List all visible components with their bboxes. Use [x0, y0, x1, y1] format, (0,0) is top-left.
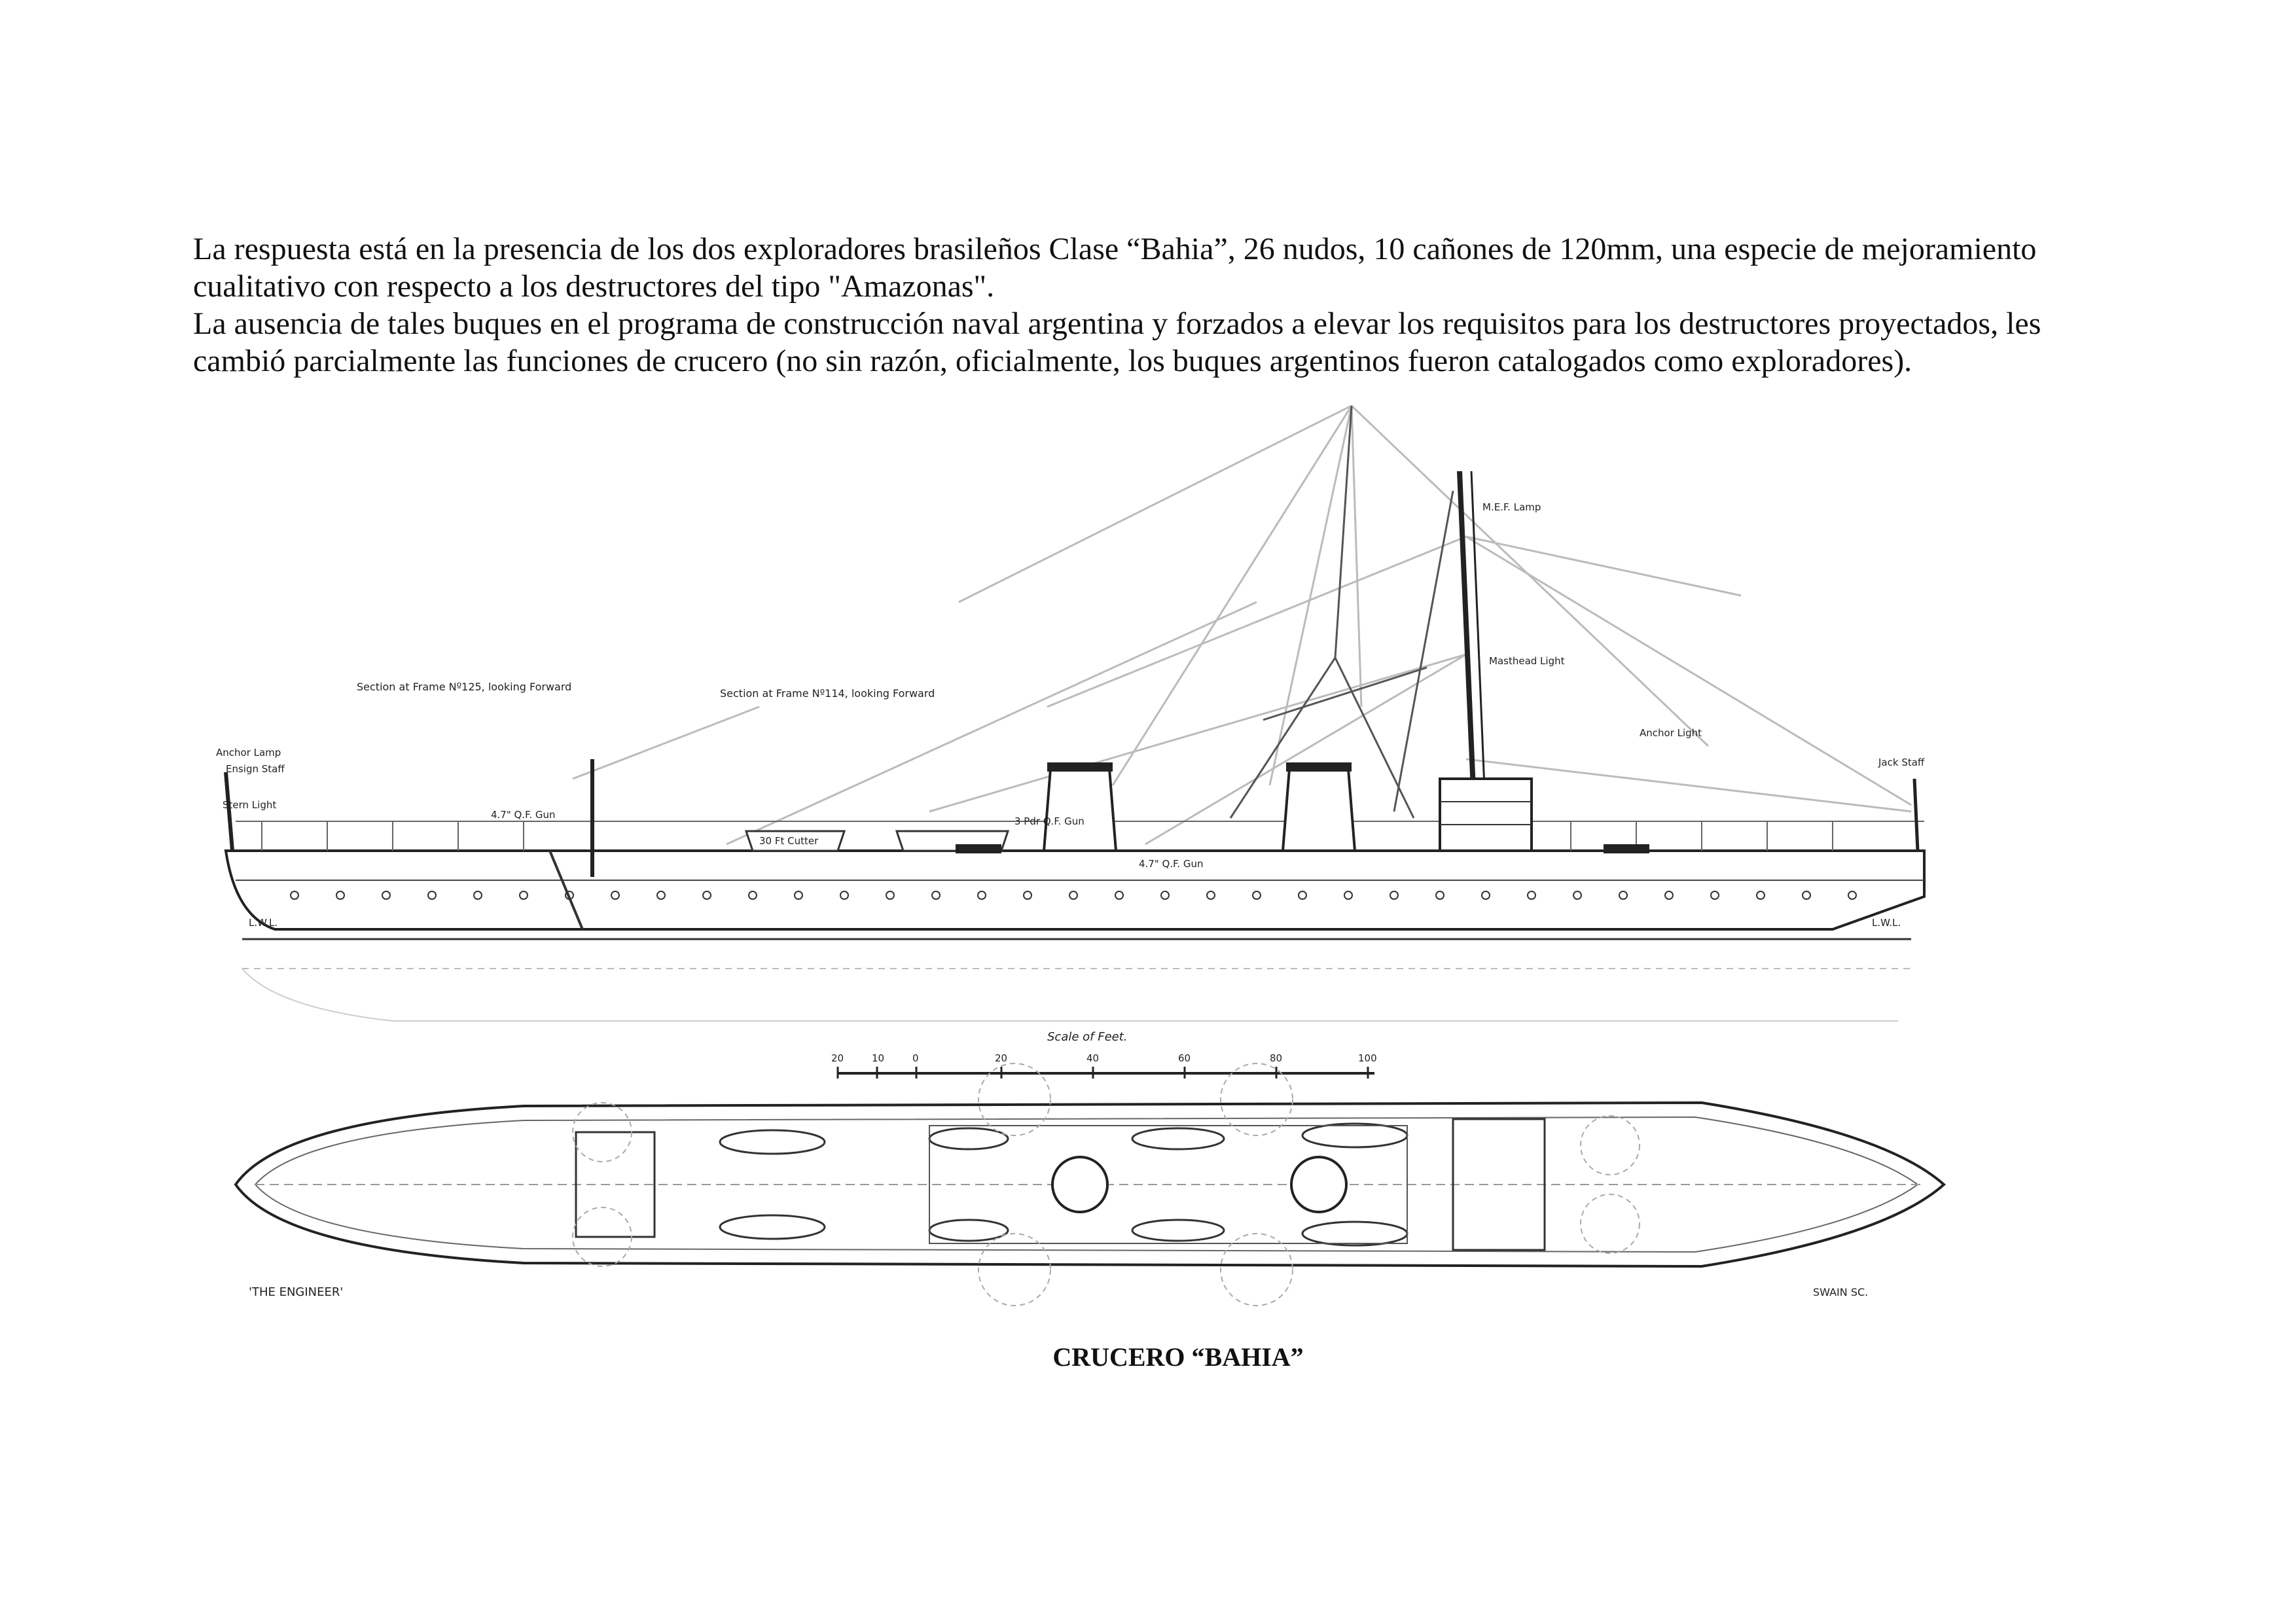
anchor-light-label: Anchor Light — [1640, 727, 1702, 739]
credit-right: SWAIN SC. — [1813, 1286, 1869, 1298]
scale-tick-4: 40 — [1086, 1052, 1100, 1064]
figure-caption: CRUCERO “BAHIA” — [1052, 1342, 1304, 1372]
plan-view — [236, 1063, 1944, 1306]
lwl-label-fore: L.W.L. — [1872, 917, 1901, 929]
lwl-label-aft: L.W.L. — [249, 917, 278, 929]
mef-lamp-label: M.E.F. Lamp — [1482, 501, 1541, 513]
section-label-1: Section at Frame Nº125, looking Forward — [357, 681, 572, 693]
cutter-label: 30 Ft Cutter — [759, 835, 819, 847]
scale-tick-0: 20 — [831, 1052, 844, 1064]
ensign-staff-label: Ensign Staff — [226, 763, 285, 775]
funnel-fore — [1283, 769, 1355, 851]
main-rigging — [1230, 406, 1453, 818]
scale-of-feet — [831, 1030, 1377, 1079]
paragraph-2: La ausencia de tales buques en el programa de construcción naval argentina y forzados a elevar los requisitos para los destructores proyectados, les cambió parcialmente las funciones de crucero (no sin razón, oficialmente, los buques argentinos fueron catalogados como exploradores). — [193, 306, 2041, 378]
scale-tick-7: 100 — [1358, 1052, 1377, 1064]
scale-tick-2: 0 — [912, 1052, 919, 1064]
paragraph-1: La respuesta está en la presencia de los dos exploradores brasileños Clase “Bahia”, 26 nudos, 10 cañones de 120mm, una especie de mejoramiento cualitativo con respecto a los destructores del tipo "Amazonas". — [193, 232, 2037, 304]
funnel-aft — [1044, 769, 1116, 851]
jack-staff-label: Jack Staff — [1878, 757, 1925, 768]
gun-label-mid: 4.7" Q.F. Gun — [1139, 858, 1204, 870]
masthead-light-label: Masthead Light — [1489, 655, 1565, 667]
scale-tick-3: 20 — [995, 1052, 1008, 1064]
gun-label-aft: 4.7" Q.F. Gun — [491, 809, 556, 821]
gun-label-3pr: 3 Pdr Q.F. Gun — [1014, 815, 1085, 827]
anchor-lamp-label: Anchor Lamp — [216, 747, 281, 758]
body-text — [193, 230, 2130, 380]
stern-light-label: Stern Light — [223, 799, 277, 811]
ship-plan-drawing — [196, 393, 1950, 1342]
scale-tick-6: 80 — [1270, 1052, 1283, 1064]
credit-left: 'THE ENGINEER' — [249, 1285, 344, 1299]
section-label-2: Section at Frame Nº114, looking Forward — [720, 687, 935, 700]
scale-tick-1: 10 — [872, 1052, 885, 1064]
scale-title: Scale of Feet. — [1047, 1030, 1128, 1044]
ship-plan-figure — [196, 393, 1950, 1342]
scale-tick-5: 60 — [1178, 1052, 1191, 1064]
rigging-lines — [573, 406, 1911, 844]
